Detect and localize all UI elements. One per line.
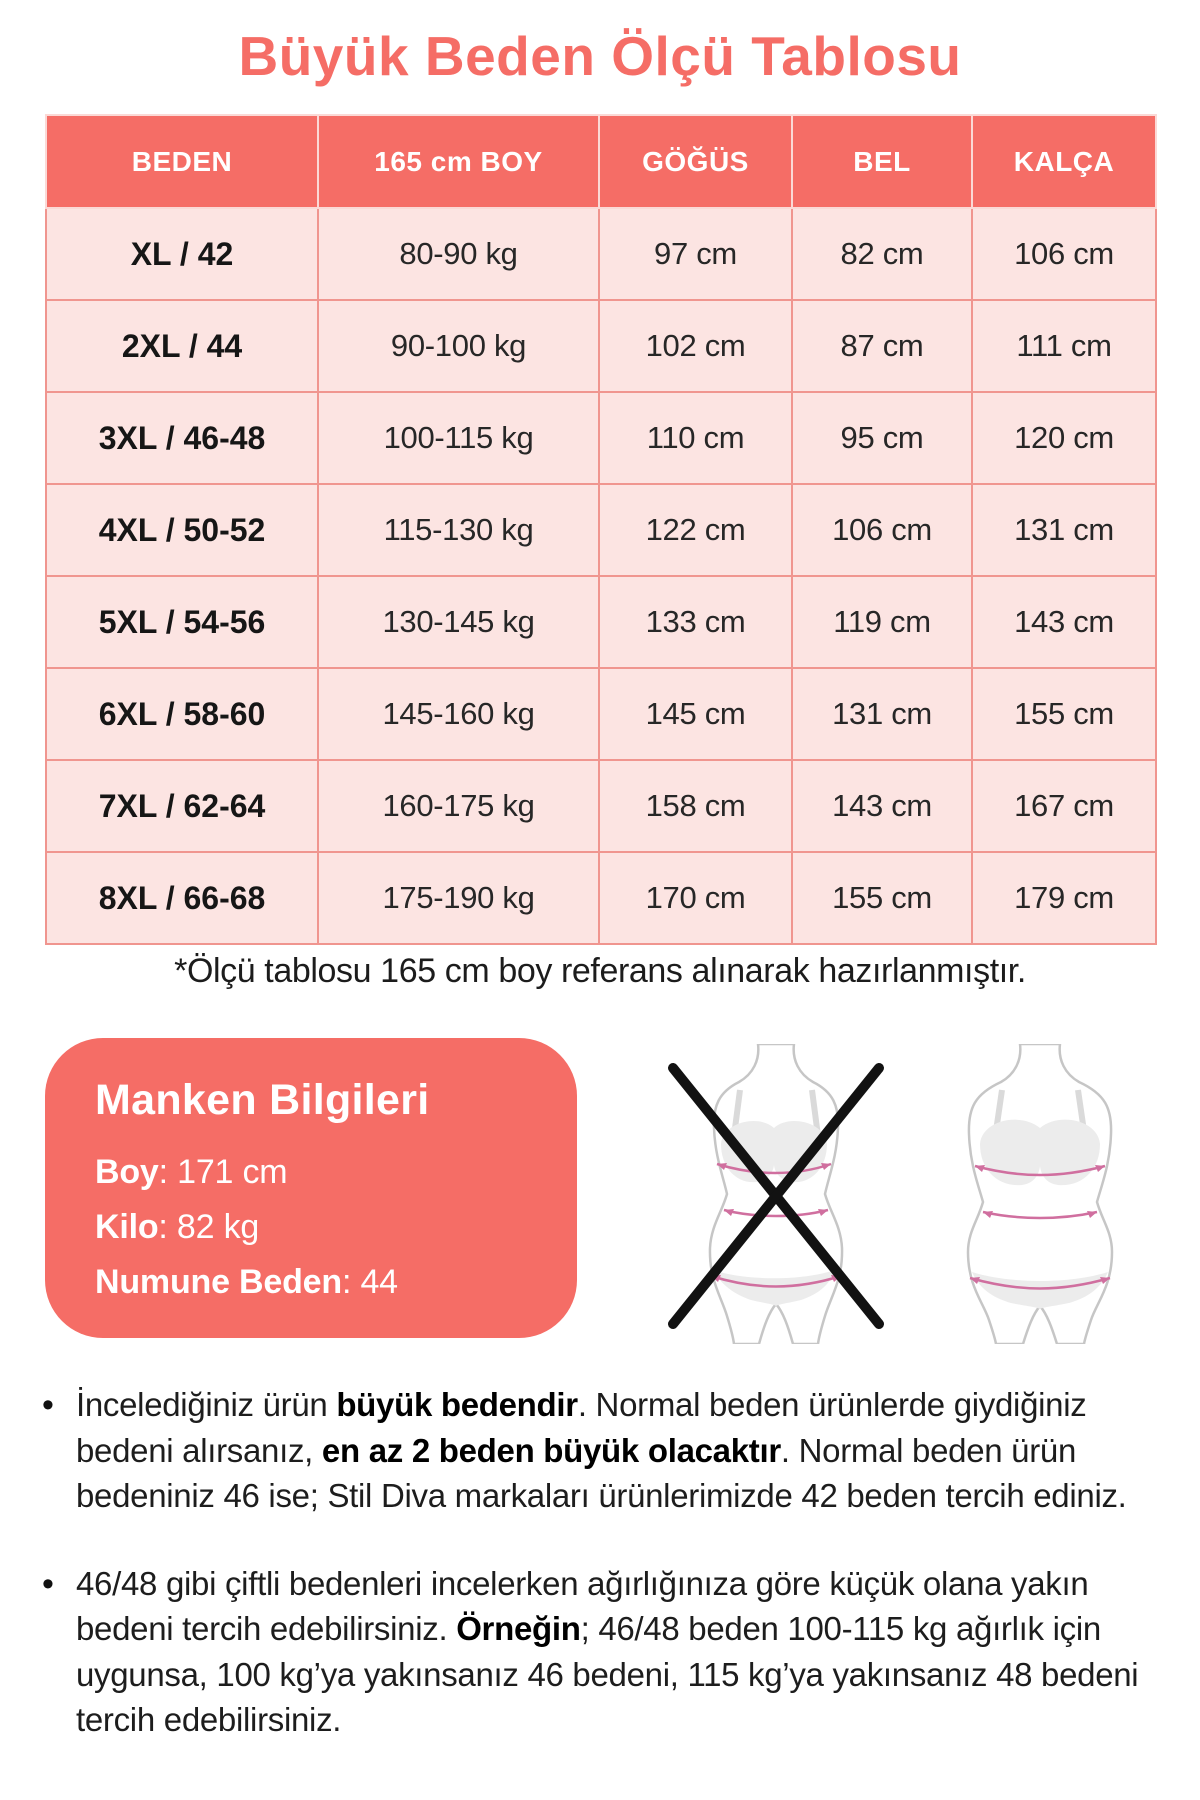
measurement-cell: 97 cm	[599, 208, 792, 300]
measurement-cell: 110 cm	[599, 392, 792, 484]
size-table-body	[46, 208, 1156, 944]
notes-list	[42, 1382, 1160, 1785]
measurement-cell: 87 cm	[792, 300, 972, 392]
size-cell: 7XL / 62-64	[46, 760, 318, 852]
measurement-cell: 179 cm	[972, 852, 1156, 944]
measurement-cell: 160-175 kg	[318, 760, 599, 852]
column-header: GÖĞÜS	[599, 115, 792, 208]
table-row	[46, 208, 1156, 300]
measurement-cell: 133 cm	[599, 576, 792, 668]
measurement-cell: 82 cm	[792, 208, 972, 300]
body-measurement-figures	[655, 1044, 1160, 1344]
measurement-cell: 130-145 kg	[318, 576, 599, 668]
measurement-cell: 170 cm	[599, 852, 792, 944]
measurement-cell: 111 cm	[972, 300, 1156, 392]
size-cell: 5XL / 54-56	[46, 576, 318, 668]
model-info-rows	[95, 1145, 527, 1310]
size-cell: 2XL / 44	[46, 300, 318, 392]
size-table-header	[46, 115, 1156, 208]
measurement-cell: 167 cm	[972, 760, 1156, 852]
measurement-cell: 100-115 kg	[318, 392, 599, 484]
measurement-cell: 119 cm	[792, 576, 972, 668]
model-info-row: Boy: 171 cm	[95, 1153, 288, 1191]
table-footnote: *Ölçü tablosu 165 cm boy referans alınarak hazırlanmıştır.	[174, 952, 1026, 990]
measurement-cell: 122 cm	[599, 484, 792, 576]
size-cell: 6XL / 58-60	[46, 668, 318, 760]
measurement-cell: 175-190 kg	[318, 852, 599, 944]
measurement-cell: 155 cm	[792, 852, 972, 944]
model-info-row: Kilo: 82 kg	[95, 1208, 260, 1247]
crossed-out-slim-body-icon	[657, 1044, 895, 1344]
measurement-cell: 131 cm	[792, 668, 972, 760]
column-header: BEDEN	[46, 115, 318, 208]
measurement-cell: 95 cm	[792, 392, 972, 484]
table-row	[46, 392, 1156, 484]
model-info-title: Manken Bilgileri	[95, 1076, 430, 1124]
table-row	[46, 484, 1156, 576]
page-title: Büyük Beden Ölçü Tablosu	[238, 25, 962, 87]
measurement-cell: 143 cm	[972, 576, 1156, 668]
header-row	[46, 115, 1156, 208]
measurement-cell: 106 cm	[792, 484, 972, 576]
note-item: • İncelediğiniz ürün büyük bedendir. Normal beden ürünlerde giydiğiniz bedeni alırsanız, en az 2 beden büyük olacaktır. Normal beden ürün bedeniniz 46 ise; Stil Diva markaları ürünlerimizde 42 beden tercih ediniz.	[42, 1382, 1160, 1519]
measurement-cell: 145 cm	[599, 668, 792, 760]
measurement-cell: 115-130 kg	[318, 484, 599, 576]
model-info-row: Numune Beden: 44	[95, 1263, 398, 1302]
measurement-cell: 102 cm	[599, 300, 792, 392]
measurement-cell: 131 cm	[972, 484, 1156, 576]
measurement-cell: 155 cm	[972, 668, 1156, 760]
column-header: 165 cm BOY	[318, 115, 599, 208]
table-row	[46, 760, 1156, 852]
size-cell: 8XL / 66-68	[46, 852, 318, 944]
model-info-card	[45, 1038, 577, 1338]
measurement-cell: 80-90 kg	[318, 208, 599, 300]
table-row	[46, 852, 1156, 944]
size-table	[45, 114, 1157, 945]
plus-size-body-icon	[921, 1044, 1159, 1344]
measurement-cell: 158 cm	[599, 760, 792, 852]
column-header: KALÇA	[972, 115, 1156, 208]
note-item: • 46/48 gibi çiftli bedenleri incelerken ağırlığınıza göre küçük olana yakın bedeni tercih edebilirsiniz. Örneğin; 46/48 beden 100-115 kg ağırlık için uygunsa, 100 kg’ya yakınsanız 46 bedeni, 115 kg’ya yakınsanız 48 bedeni tercih edebilirsiniz.	[42, 1561, 1160, 1743]
table-row	[46, 576, 1156, 668]
size-cell: 4XL / 50-52	[46, 484, 318, 576]
table-row	[46, 668, 1156, 760]
measurement-cell: 143 cm	[792, 760, 972, 852]
size-cell: XL / 42	[46, 208, 318, 300]
measurement-cell: 106 cm	[972, 208, 1156, 300]
size-cell: 3XL / 46-48	[46, 392, 318, 484]
measurement-cell: 145-160 kg	[318, 668, 599, 760]
table-row	[46, 300, 1156, 392]
column-header: BEL	[792, 115, 972, 208]
measurement-cell: 90-100 kg	[318, 300, 599, 392]
measurement-cell: 120 cm	[972, 392, 1156, 484]
